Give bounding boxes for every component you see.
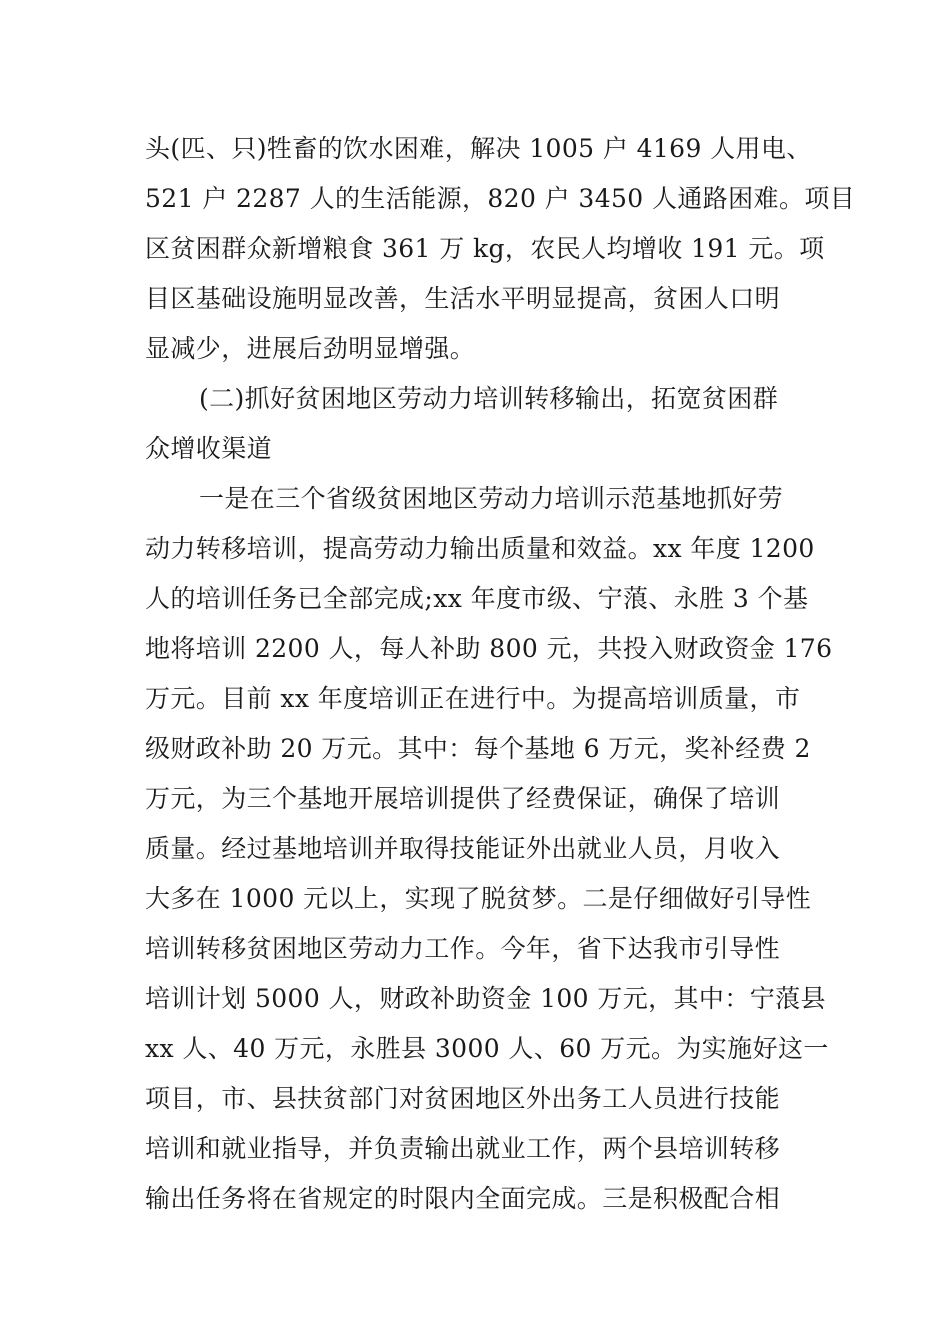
text-line: 人的培训任务已全部完成;xx 年度市级、宁蒗、永胜 3 个基 <box>145 584 809 613</box>
text-line: 大多在 1000 元以上，实现了脱贫梦。二是仔细做好引导性 <box>145 884 812 913</box>
text-line: 显减少，进展后劲明显增强。 <box>145 334 476 363</box>
text-line: 头(匹、只)牲畜的饮水困难，解决 1005 户 4169 人用电、 <box>145 134 812 163</box>
text-line: 质量。经过基地培训并取得技能证外出就业人员，月收入 <box>145 834 781 863</box>
text-line: 万元。目前 xx 年度培训正在进行中。为提高培训质量，市 <box>145 684 801 713</box>
text-line: 地将培训 2200 人，每人补助 800 元，共投入财政资金 176 <box>145 634 833 663</box>
text-line: 区贫困群众新增粮食 361 万 kg，农民人均增收 191 元。项 <box>145 234 825 263</box>
text-line: 级财政补助 20 万元。其中：每个基地 6 万元，奖补经费 2 <box>145 734 811 763</box>
text-line: 动力转移培训，提高劳动力输出质量和效益。xx 年度 1200 <box>145 534 815 563</box>
text-line: 培训转移贫困地区劳动力工作。今年，省下达我市引导性 <box>145 934 781 963</box>
paragraph-start-line: 一是在三个省级贫困地区劳动力培训示范基地抓好劳 <box>199 484 784 513</box>
text-line: 项目，市、县扶贫部门对贫困地区外出务工人员进行技能 <box>145 1084 781 1113</box>
body-text <box>145 124 856 1224</box>
text-line: 培训计划 5000 人，财政补助资金 100 万元，其中：宁蒗县 <box>145 984 826 1013</box>
text-line: 521 户 2287 人的生活能源，820 户 3450 人通路困难。项目 <box>145 184 856 213</box>
text-line: 众增收渠道 <box>145 434 273 463</box>
paragraph-start-line: (二)抓好贫困地区劳动力培训转移输出，拓宽贫困群 <box>199 384 779 413</box>
text-line: 输出任务将在省规定的时限内全面完成。三是积极配合相 <box>145 1184 781 1213</box>
text-line: 万元，为三个基地开展培训提供了经费保证，确保了培训 <box>145 784 781 813</box>
text-line: xx 人、40 万元，永胜县 3000 人、60 万元。为实施好这一 <box>145 1034 829 1063</box>
text-line: 培训和就业指导，并负责输出就业工作，两个县培训转移 <box>145 1134 781 1163</box>
text-line: 目区基础设施明显改善，生活水平明显提高，贫困人口明 <box>145 284 781 313</box>
